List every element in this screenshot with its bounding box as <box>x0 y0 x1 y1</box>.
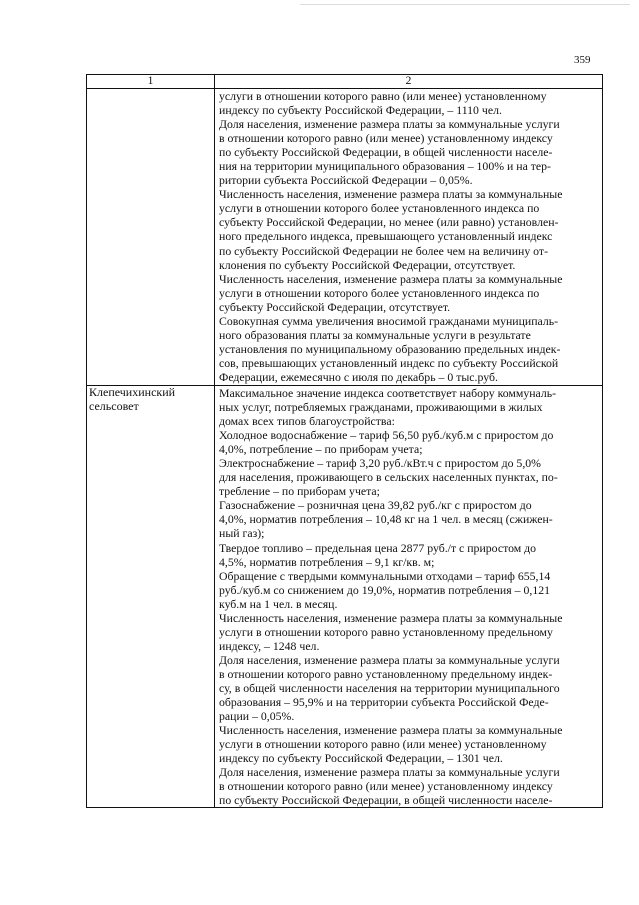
paragraph: Газоснабжение – розничная цена 39,82 руб./кг с приростом до 4,0%, норматив потребления – 10,48 кг на 1 чел. в месяц (сжижен- ный газ); <box>219 498 553 541</box>
paragraph: Численность населения, изменение размера платы за коммунальные услуги в отношении которого равно установленному предельному индексу, – 1248 чел. <box>219 610 563 653</box>
scan-edge-line <box>300 4 630 5</box>
table-header-row <box>87 75 603 89</box>
paragraph: Доля населения, изменение размера платы за коммунальные услуги в отношении которого равно (или менее) установленному индексу по субъекту Российской Федерации, в общей численности населе- <box>219 765 560 808</box>
paragraph: Доля населения, изменение размера платы за коммунальные услуги в отношении которого равно установленному предельному индек- су, в общей численности населения на территории муниципального образования – 95,9% и на территории субъекта Российской Феде- рации – 0,05%. <box>219 652 560 724</box>
paragraph: Численность населения, изменение размера платы за коммунальные услуги в отношении которого более установленного индекса по субъекту Российской Федерации, отсутствует. <box>219 271 563 314</box>
region-name-cell <box>87 89 215 386</box>
paragraph: Холодное водоснабжение – тариф 56,50 руб./куб.м с приростом до 4,0%, потребление – по приборам учета; <box>219 428 554 457</box>
table-row <box>87 89 603 386</box>
paragraph: Электроснабжение – тариф 3,20 руб./кВт.ч с приростом до 5,0% для населения, проживающего в сельских населенных пунктах, по- требление – по приборам учета; <box>219 456 558 499</box>
table-row <box>87 385 603 807</box>
paragraph: Обращение с твердыми коммунальными отходами – тариф 655,14 руб./куб.м со снижением до 19,0%, норматив потребления – 0,121 куб.м на 1 чел. в месяц. <box>219 568 551 611</box>
paragraph: Доля населения, изменение размера платы за коммунальные услуги в отношении которого равно (или менее) установленному индексу по субъекту Российской Федерации, в общей численности населе- ния на территории муниципального образования – 100% и на тер- ритории субъекта Российской Федерации – 0,05%. <box>219 117 560 188</box>
paragraph: Твердое топливо – предельная цена 2877 руб./т с приростом до 4,5%, норматив потребления – 9,1 кг/кв. м; <box>219 540 537 569</box>
paragraph: Совокупная сумма увеличения вносимой гражданами муниципаль- ного образования платы за коммунальные услуги в результате установления по муниципальному образованию предельных индек- сов, превышающих установленный индекс по субъекту Российской Федерации, ежемесячно с июля по декабрь – 0 тыс.руб. <box>219 313 561 384</box>
column-header-1: 1 <box>87 75 215 89</box>
paragraph: Численность населения, изменение размера платы за коммунальные услуги в отношении которого равно (или менее) установленному индексу по субъекту Российской Федерации, – 1301 чел. <box>219 723 563 766</box>
document-table <box>86 74 603 808</box>
region-name-cell: Клепечихинский сельсовет <box>87 385 215 807</box>
description-cell <box>215 385 603 807</box>
paragraph: Максимальное значение индекса соответствует набору коммуналь- ных услуг, потребляемых гражданами, проживающими в жилых домах всех типов благоустройства: <box>219 385 557 429</box>
paragraph: Численность населения, изменение размера платы за коммунальные услуги в отношении которого более установленного индекса по субъекту Российской Федерации, но менее (или равно) установлен- ного предельного индекса, превышающего установленный индекс по субъекту Российской Федерации не более чем на величину от- клонения по субъекту Российской Федерации, отсутствует. <box>219 187 563 272</box>
page-number: 359 <box>574 54 591 66</box>
column-header-2: 2 <box>215 75 603 89</box>
paragraph: услуги в отношении которого равно (или менее) установленному индексу по субъекту Российской Федерации, – 1110 чел. <box>219 89 547 118</box>
description-cell <box>215 89 603 386</box>
